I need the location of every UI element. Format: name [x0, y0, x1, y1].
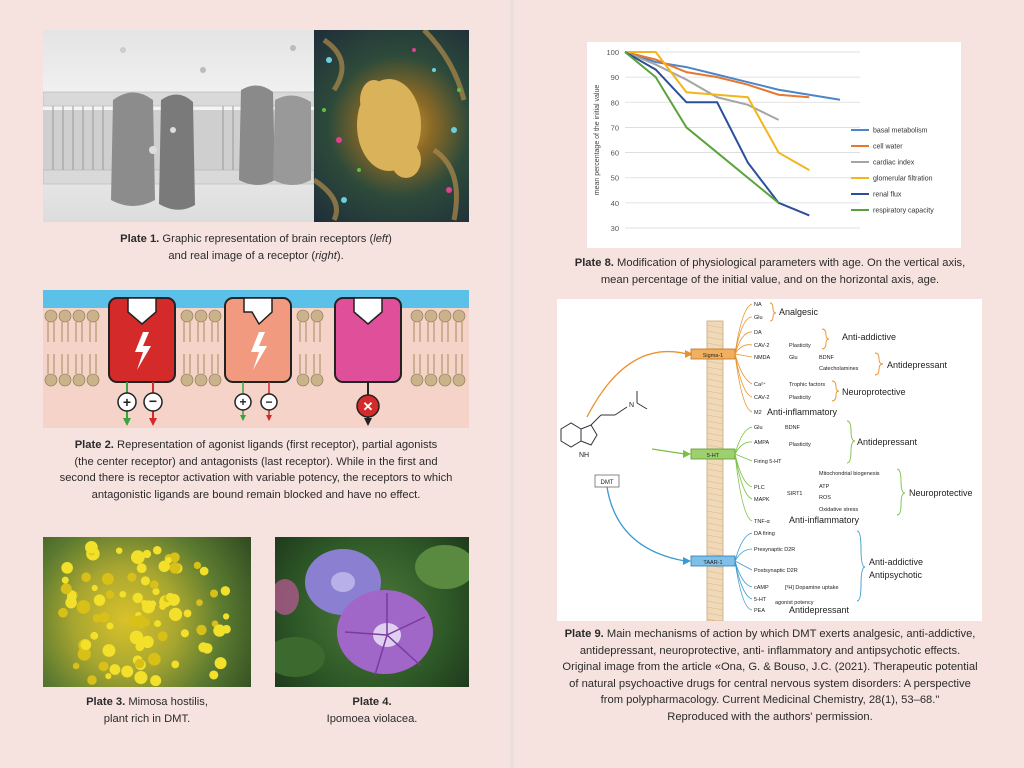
plate-1-caption: Plate 1. Graphic representation of brain receptors (left) and real image of a receptor (right).: [120, 233, 392, 262]
sigma-receptor: [691, 349, 735, 359]
y-tick-label: 80: [610, 98, 619, 108]
line-chart: [587, 42, 961, 248]
y-axis-label: mean percentage of the initial value: [594, 84, 601, 196]
svg-text:Glu: Glu: [754, 425, 763, 431]
svg-text:Antidepressant: Antidepressant: [857, 437, 918, 447]
minus-activation-icon: [144, 382, 162, 426]
svg-text:N: N: [629, 402, 635, 409]
agonist-antagonist-diagram: [43, 290, 469, 428]
svg-text:M2: M2: [754, 410, 762, 416]
svg-text:Anti-addictive: Anti-addictive: [842, 332, 897, 342]
legend-label: renal flux: [873, 191, 902, 199]
svg-text:Catecholamines: Catecholamines: [819, 366, 859, 372]
svg-text:CAV-2: CAV-2: [754, 343, 770, 349]
svg-text:NMDA: NMDA: [754, 355, 771, 361]
svg-text:TNF-α: TNF-α: [754, 519, 770, 525]
svg-text:[³H] Dopamine uptake: [³H] Dopamine uptake: [785, 585, 839, 591]
plus-activation-icon: [118, 382, 136, 426]
svg-text:−: −: [265, 395, 273, 409]
receptor-molecular-image: [314, 30, 469, 222]
svg-text:Anti-addictive: Anti-addictive: [869, 557, 924, 567]
taar-receptor: [691, 556, 735, 566]
svg-text:Postsynaptic D2R: Postsynaptic D2R: [754, 568, 798, 574]
svg-text:DA firing: DA firing: [754, 531, 775, 537]
svg-text:NA: NA: [754, 302, 762, 308]
svg-text:5-HT: 5-HT: [706, 453, 720, 459]
legend-label: basal metabolism: [873, 127, 928, 135]
y-tick-label: 40: [610, 198, 619, 208]
y-tick-label: 70: [610, 123, 619, 133]
y-tick-label: 30: [610, 224, 619, 233]
legend-label: glomerular filtration: [873, 175, 933, 183]
svg-text:Firing 5-HT: Firing 5-HT: [754, 459, 782, 465]
svg-text:DA: DA: [754, 330, 762, 336]
dmt-molecule: [561, 391, 647, 447]
y-tick-label: 100: [606, 48, 619, 57]
mimosa-photo: [43, 537, 251, 687]
svg-text:Glu: Glu: [789, 355, 798, 361]
svg-text:Glu: Glu: [754, 315, 763, 321]
svg-text:Antidepressant: Antidepressant: [789, 605, 850, 615]
plate-3-caption: Plate 3. Mimosa hostilis, plant rich in DMT.: [86, 696, 208, 725]
y-tick-label: 50: [610, 173, 619, 183]
svg-text:DMT: DMT: [600, 480, 614, 486]
svg-text:Plasticity: Plasticity: [789, 395, 811, 401]
svg-text:Plasticity: Plasticity: [789, 442, 811, 448]
svg-text:Presynaptic D2R: Presynaptic D2R: [754, 547, 796, 553]
svg-text:PEA: PEA: [754, 608, 766, 614]
membrane-column: [707, 321, 723, 621]
svg-text:Antipsychotic: Antipsychotic: [869, 570, 923, 580]
svg-text:Plasticity: Plasticity: [789, 343, 811, 349]
svg-text:Oxidative stress: Oxidative stress: [819, 507, 859, 513]
svg-text:PLC: PLC: [754, 485, 765, 491]
svg-text:−: −: [148, 393, 158, 409]
svg-text:Trophic factors: Trophic factors: [789, 382, 826, 388]
svg-text:NH: NH: [579, 452, 590, 459]
ht-receptor: [691, 449, 735, 459]
svg-text:Ca²⁺: Ca²⁺: [754, 382, 766, 388]
svg-text:✕: ✕: [362, 399, 374, 414]
svg-text:Anti-inflammatory: Anti-inflammatory: [767, 407, 838, 417]
svg-text:Neuroprotective: Neuroprotective: [842, 387, 906, 397]
svg-text:CAV-2: CAV-2: [754, 395, 770, 401]
legend-label: respiratory capacity: [873, 207, 934, 215]
svg-text:Antidepressant: Antidepressant: [887, 360, 948, 370]
svg-text:Mitochondrial biogenesis: Mitochondrial biogenesis: [819, 471, 880, 477]
membrane-graphic: [43, 30, 314, 222]
ipomoea-photo: [275, 537, 469, 687]
svg-text:Neuroprotective: Neuroprotective: [909, 488, 973, 498]
mimosa-flowers: [43, 537, 251, 687]
receptor-texture: [314, 30, 469, 222]
svg-text:AMPA: AMPA: [754, 440, 770, 446]
legend-label: cardiac index: [873, 159, 915, 167]
svg-text:SIRT1: SIRT1: [787, 491, 803, 497]
svg-text:+: +: [122, 394, 132, 410]
y-tick-label: 60: [610, 148, 619, 158]
y-tick-label: 90: [610, 73, 619, 83]
svg-text:5-HT: 5-HT: [754, 597, 767, 603]
dmt-mechanism-diagram: [557, 299, 982, 621]
svg-text:BDNF: BDNF: [819, 355, 834, 361]
ipomoea-flowers: [275, 537, 469, 687]
membrane-receptor-illustration: [43, 30, 314, 222]
svg-text:ROS: ROS: [819, 495, 831, 501]
svg-text:TAAR-1: TAAR-1: [703, 560, 723, 566]
physiology-age-chart: [587, 42, 961, 248]
svg-text:agonist potency: agonist potency: [775, 600, 814, 606]
blocked-icon: [357, 382, 379, 426]
partial-plus-icon: [235, 382, 251, 421]
plate-2-caption: Plate 2. Representation of agonist ligands (first receptor), partial agonists (the center receptor) and antagonists (last receptor). While in the first and second there is receptor activation with variable potency, the receptors to which antagonistic ligands are bound remain blocked and have no effect.: [59, 439, 453, 501]
svg-text:+: +: [239, 395, 247, 409]
mechanism-graphic: [557, 299, 982, 621]
svg-text:MAPK: MAPK: [754, 497, 770, 503]
receptor-binding-graphic: [43, 290, 469, 428]
svg-text:BDNF: BDNF: [785, 425, 800, 431]
svg-text:cAMP: cAMP: [754, 585, 769, 591]
legend-label: cell water: [873, 143, 903, 151]
svg-text:Analgesic: Analgesic: [779, 307, 819, 317]
plate-9-caption: Plate 9. Main mechanisms of action by which DMT exerts analgesic, anti-addictive, antidepressant, neuroprotective, anti- inflammatory and antipsychotic effects. Original image from the article «Ona, G. & Bouso, J.C. (2021). Therapeutic potential of natural psychoactive drugs for central nervous system disorders: A perspective from polypharmacology. Current Medicinal Chemistry, 28(1), 53–68." Reproduced with the authors' permission.: [562, 628, 978, 723]
svg-text:Anti-inflammatory: Anti-inflammatory: [789, 515, 860, 525]
partial-minus-icon: [261, 382, 277, 421]
plate-4-caption: Plate 4. Ipomoea violacea.: [326, 696, 418, 725]
svg-text:ATP: ATP: [819, 484, 830, 490]
plate-8-caption: Plate 8. Modification of physiological parameters with age. On the vertical axis, mean percentage of the initial value, and on the horizontal axis, age.: [574, 257, 966, 286]
svg-text:Sigma-1: Sigma-1: [702, 353, 724, 359]
